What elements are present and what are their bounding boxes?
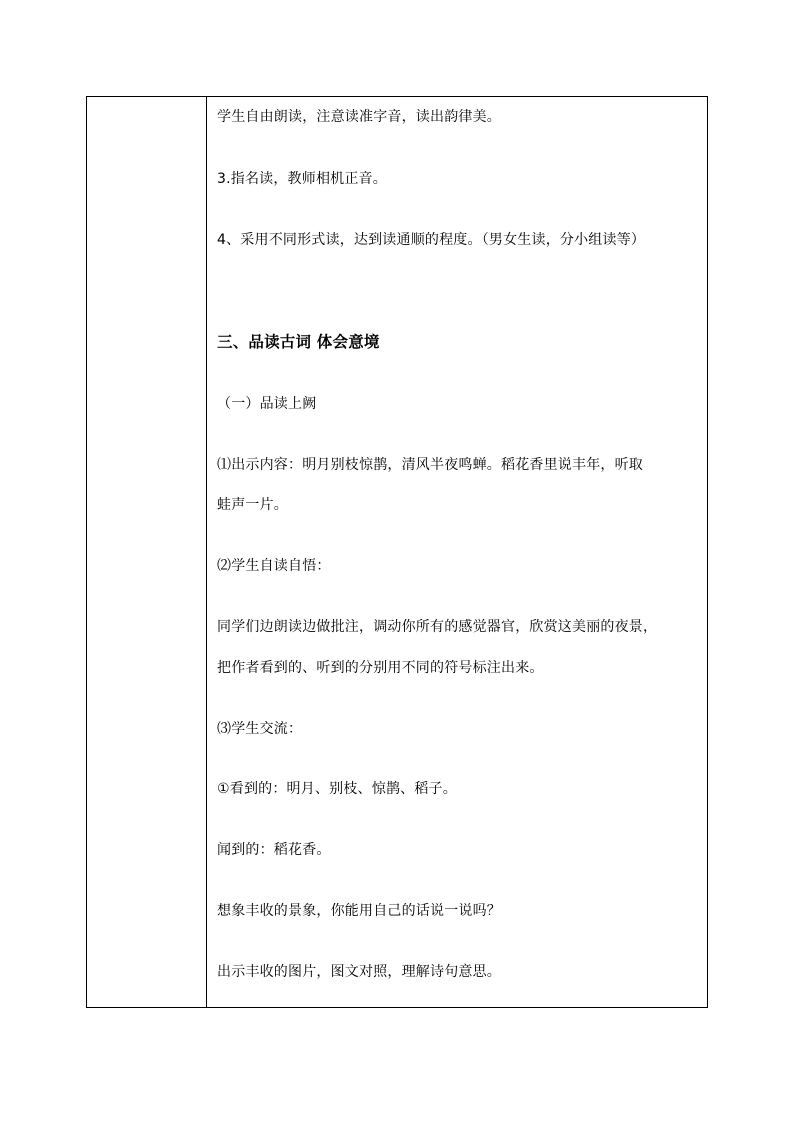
text-line-imagine: 想象丰收的景象，你能用自己的话说一说吗？ [217, 903, 501, 919]
text-line-show-content-cont: 蛙声一片。 [217, 497, 288, 513]
text-line-annotation-cont: 把作者看到的、听到的分别用不同的符号标注出来。 [217, 660, 544, 676]
text-line-reading-intro: 学生自由朗读，注意读准字音，读出韵律美。 [217, 109, 501, 125]
text-line-seen: ①看到的：明月、别枝、惊鹊、稻子。 [217, 781, 457, 797]
lesson-plan-table [86, 96, 708, 1008]
text-line-smelled: 闻到的：稻花香。 [217, 842, 331, 858]
table-content-column [207, 97, 707, 1007]
text-line-exchange: ⑶学生交流： [217, 721, 303, 737]
section-heading: 三、品读古词 体会意境 [217, 333, 380, 351]
text-line-annotation: 同学们边朗读边做批注，调动你所有的感觉器官，欣赏这美丽的夜景， [217, 619, 658, 635]
text-line-show-content: ⑴出示内容：明月别枝惊鹊，清风半夜鸣蝉。稻花香里说丰年，听取 [217, 457, 643, 473]
text-line-self-reading: ⑵学生自读自悟： [217, 558, 331, 574]
text-line-step-3: 3.指名读，教师相机正音。 [217, 171, 387, 187]
table-left-column [87, 97, 207, 1007]
text-line-step-4: 4、采用不同形式读，达到读通顺的程度。（男女生读，分小组读等） [217, 232, 646, 248]
text-line-show-pictures: 出示丰收的图片，图文对照，理解诗句意思。 [217, 964, 501, 980]
subsection-heading: （一）品读上阙 [217, 396, 317, 412]
